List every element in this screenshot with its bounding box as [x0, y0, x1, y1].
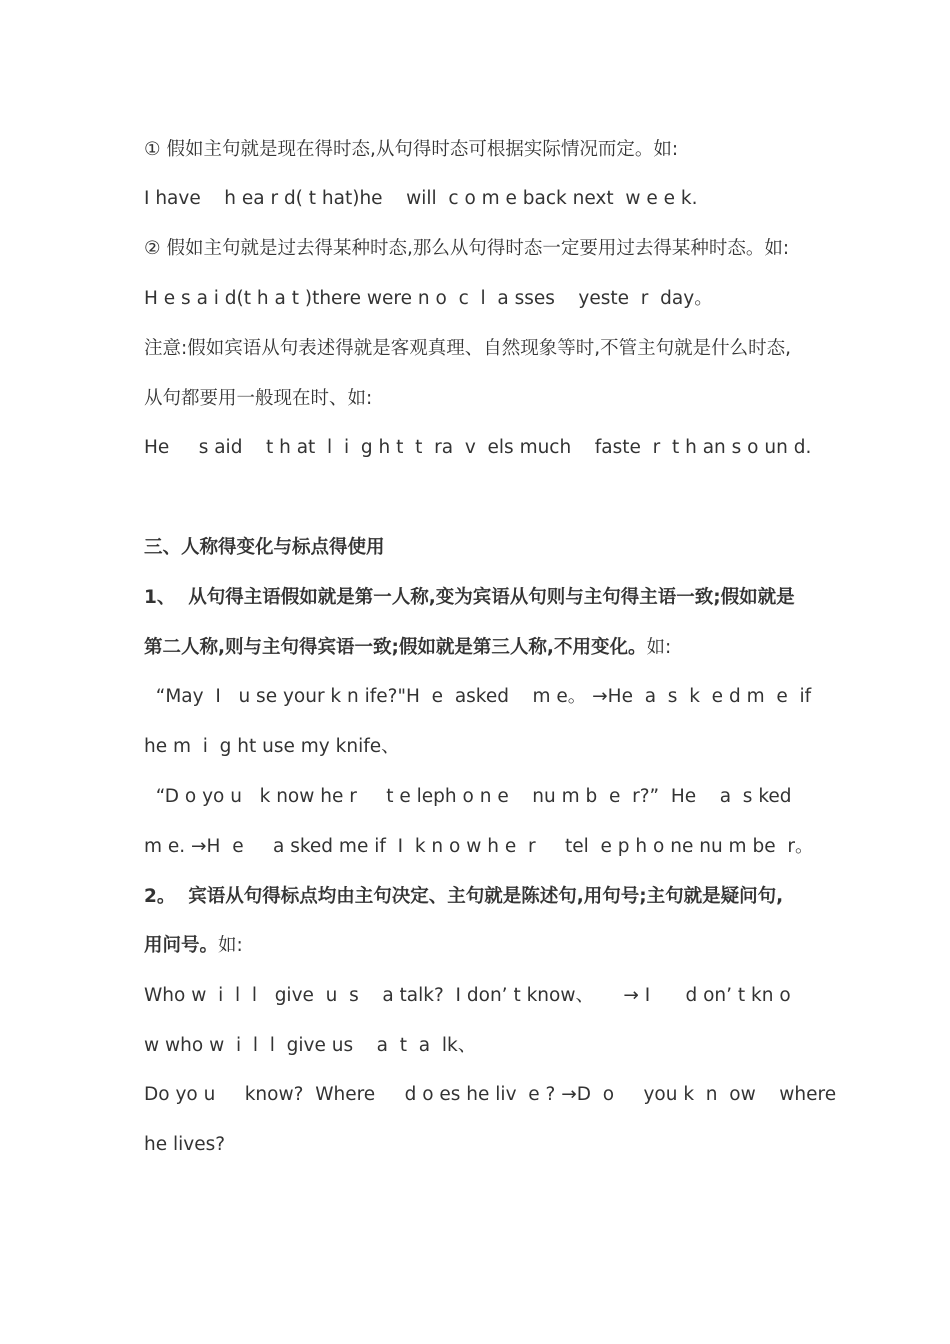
example-sentence: Who w i l l give u s a talk? I don’ t know、 → I d on’ t kn o: [144, 985, 791, 1006]
example-sentence: “D o yo u k now he r t e leph o n e nu m b e r?” He a s ked: [144, 786, 792, 807]
note-text: 从句都要用一般现在时、如:: [144, 388, 373, 409]
example-sentence: “May I u se your k n ife?"H e asked m e。 →He a s k e d m e if: [144, 686, 812, 707]
example-sentence: He s aid t h at l i g h t t ra v els much faste r t h an s o un d.: [144, 437, 812, 458]
example-sentence: H e s a i d(t h a t )there were n o c l a sses yeste r day。: [144, 288, 713, 309]
example-sentence: I have h ea r d( t hat)he will c o m e back next w e e k.: [144, 188, 698, 209]
rule-2-heading: ② 假如主句就是过去得某种时态,那么从句得时态一定要用过去得某种时态。如:: [144, 238, 790, 259]
note-text: 注意:假如宾语从句表述得就是客观真理、自然现象等时,不管主句就是什么时态,: [144, 338, 791, 359]
example-sentence: Do yo u know? Where d o es he liv e ? →D o you k n ow where: [144, 1084, 837, 1105]
example-sentence: he lives?: [144, 1134, 226, 1155]
section-heading: 三、人称得变化与标点得使用: [144, 537, 385, 558]
rule-2-text: 2。 宾语从句得标点均由主句决定、主句就是陈述句,用句号;主句就是疑问句,: [144, 886, 784, 907]
rule-2-text-cont: 用问号。如:: [144, 935, 243, 956]
example-sentence: m e. →H e a sked me if I k n o w h e r tel e p h o ne nu m be r。: [144, 836, 814, 857]
rule-1-text: 1、 从句得主语假如就是第一人称,变为宾语从句则与主句得主语一致;假如就是: [144, 587, 795, 608]
rule-1-text-cont: 第二人称,则与主句得宾语一致;假如就是第三人称,不用变化。如:: [144, 637, 672, 658]
rule-1-heading: ① 假如主句就是现在得时态,从句得时态可根据实际情况而定。如:: [144, 139, 679, 160]
example-sentence: he m i g ht use my knife、: [144, 736, 400, 757]
example-sentence: w who w i l l give us a t a lk、: [144, 1035, 477, 1056]
